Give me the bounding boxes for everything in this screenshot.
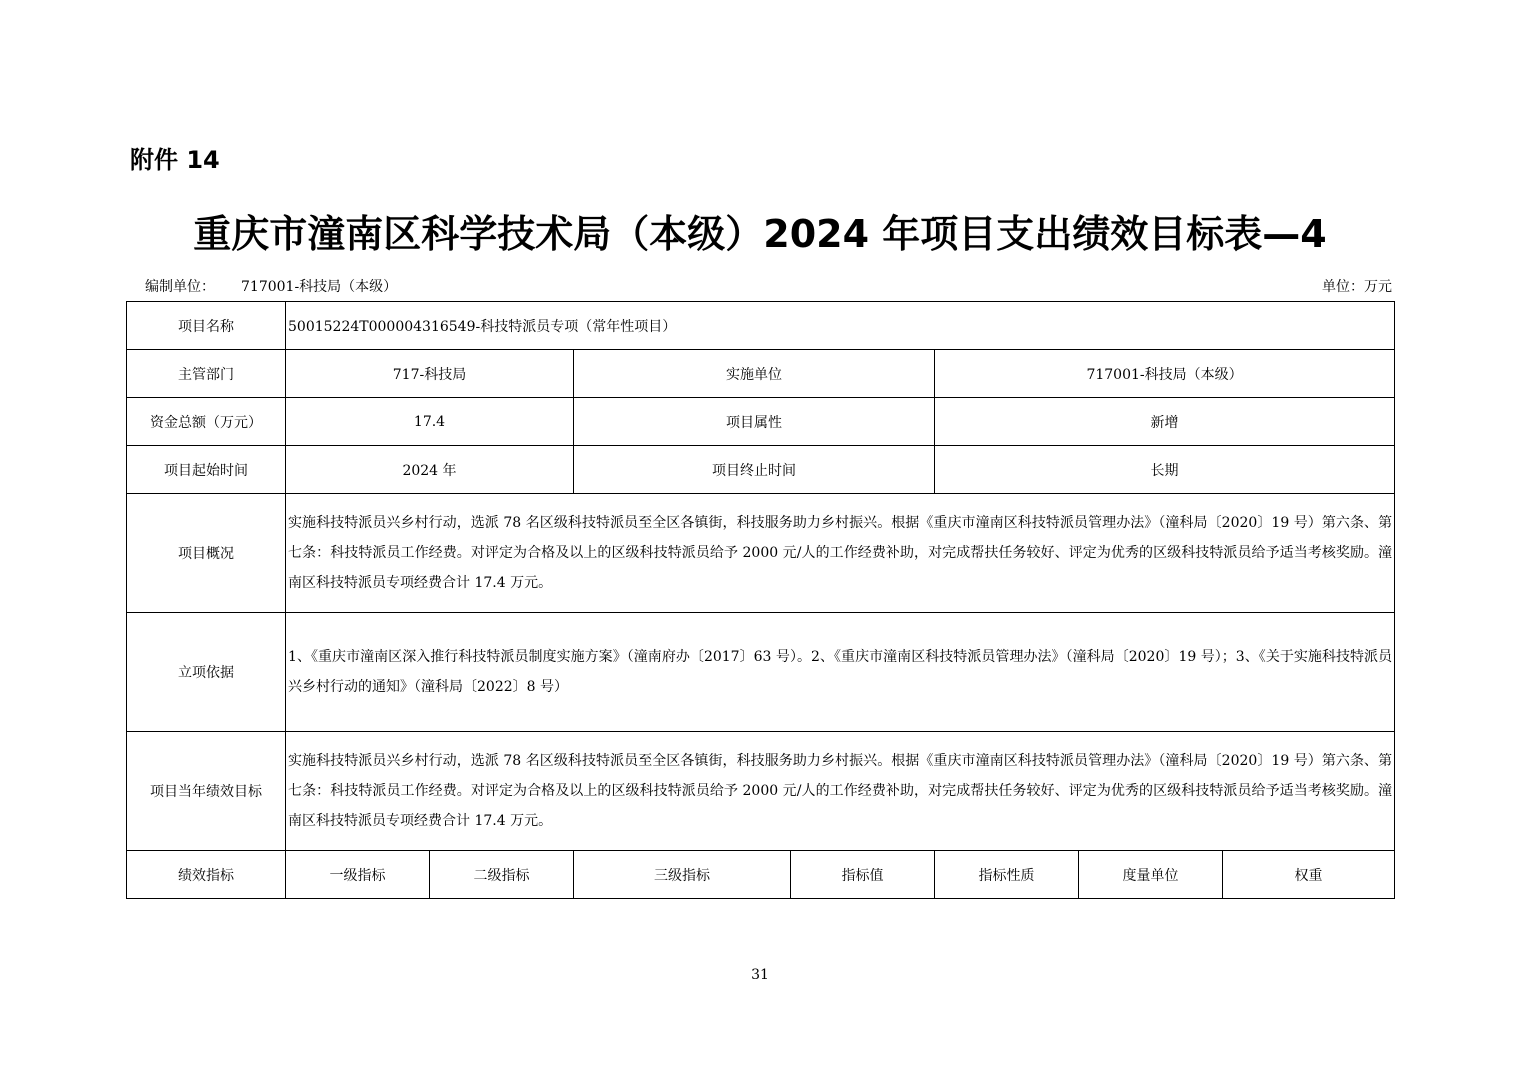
indicator-header: 权重	[1223, 851, 1395, 899]
project-name-value: 50015224T000004316549-科技特派员专项（常年性项目）	[286, 302, 1395, 350]
impl-value: 717001-科技局（本级）	[935, 350, 1395, 398]
indicator-header: 指标性质	[935, 851, 1079, 899]
table-row	[127, 302, 1395, 350]
goal-label: 项目当年绩效目标	[127, 732, 286, 851]
end-label: 项目终止时间	[574, 446, 935, 494]
goal-text: 实施科技特派员兴乡村行动，选派 78 名区级科技特派员至全区各镇街，科技服务助力乡村振兴。根据《重庆市潼南区科技特派员管理办法》（潼科局〔2020〕19 号）第六条、第七条：科技特派员工作经费。对评定为合格及以上的区级科技特派员给予 2000 元/人的工作经费补助，对完成帮扶任务较好、评定为优秀的区级科技特派员给予适当考核奖励。潼南区科技特派员专项经费合计 17.4 万元。	[286, 732, 1395, 851]
unit-label: 单位：万元	[1322, 279, 1392, 295]
performance-target-table	[126, 301, 1395, 899]
table-row	[127, 732, 1395, 851]
start-label: 项目起始时间	[127, 446, 286, 494]
table-row	[127, 398, 1395, 446]
indicator-header: 三级指标	[574, 851, 791, 899]
attachment-label: 附件 14	[130, 146, 220, 174]
indicator-header: 二级指标	[430, 851, 574, 899]
table-row	[127, 494, 1395, 613]
end-value: 长期	[935, 446, 1395, 494]
dept-label: 主管部门	[127, 350, 286, 398]
basis-label: 立项依据	[127, 613, 286, 732]
table-row	[127, 613, 1395, 732]
indicator-header: 一级指标	[286, 851, 430, 899]
overview-text: 实施科技特派员兴乡村行动，选派 78 名区级科技特派员至全区各镇街，科技服务助力乡村振兴。根据《重庆市潼南区科技特派员管理办法》（潼科局〔2020〕19 号）第六条、第七条：科技特派员工作经费。对评定为合格及以上的区级科技特派员给予 2000 元/人的工作经费补助，对完成帮扶任务较好、评定为优秀的区级科技特派员给予适当考核奖励。潼南区科技特派员专项经费合计 17.4 万元。	[286, 494, 1395, 613]
org-value: 717001-科技局（本级）	[241, 279, 398, 295]
indicator-header: 度量单位	[1079, 851, 1223, 899]
document-title: 重庆市潼南区科学技术局（本级）2024 年项目支出绩效目标表—4	[193, 212, 1327, 256]
fund-value: 17.4	[286, 398, 574, 446]
table-row	[127, 446, 1395, 494]
start-value: 2024 年	[286, 446, 574, 494]
attr-value: 新增	[935, 398, 1395, 446]
indicator-header: 绩效指标	[127, 851, 286, 899]
fund-label: 资金总额（万元）	[127, 398, 286, 446]
overview-label: 项目概况	[127, 494, 286, 613]
page-number: 31	[751, 967, 769, 983]
dept-value: 717-科技局	[286, 350, 574, 398]
table-row	[127, 350, 1395, 398]
basis-text: 1、《重庆市潼南区深入推行科技特派员制度实施方案》（潼南府办〔2017〕63 号）。2、《重庆市潼南区科技特派员管理办法》（潼科局〔2020〕19 号）；3、《关于实施科技特派员兴乡村行动的通知》（潼科局〔2022〕8 号）	[286, 613, 1395, 732]
impl-label: 实施单位	[574, 350, 935, 398]
org-info	[145, 276, 397, 296]
indicator-header-row	[127, 851, 1395, 899]
project-name-label: 项目名称	[127, 302, 286, 350]
org-label: 编制单位：	[145, 279, 215, 295]
attr-label: 项目属性	[574, 398, 935, 446]
indicator-header: 指标值	[791, 851, 935, 899]
